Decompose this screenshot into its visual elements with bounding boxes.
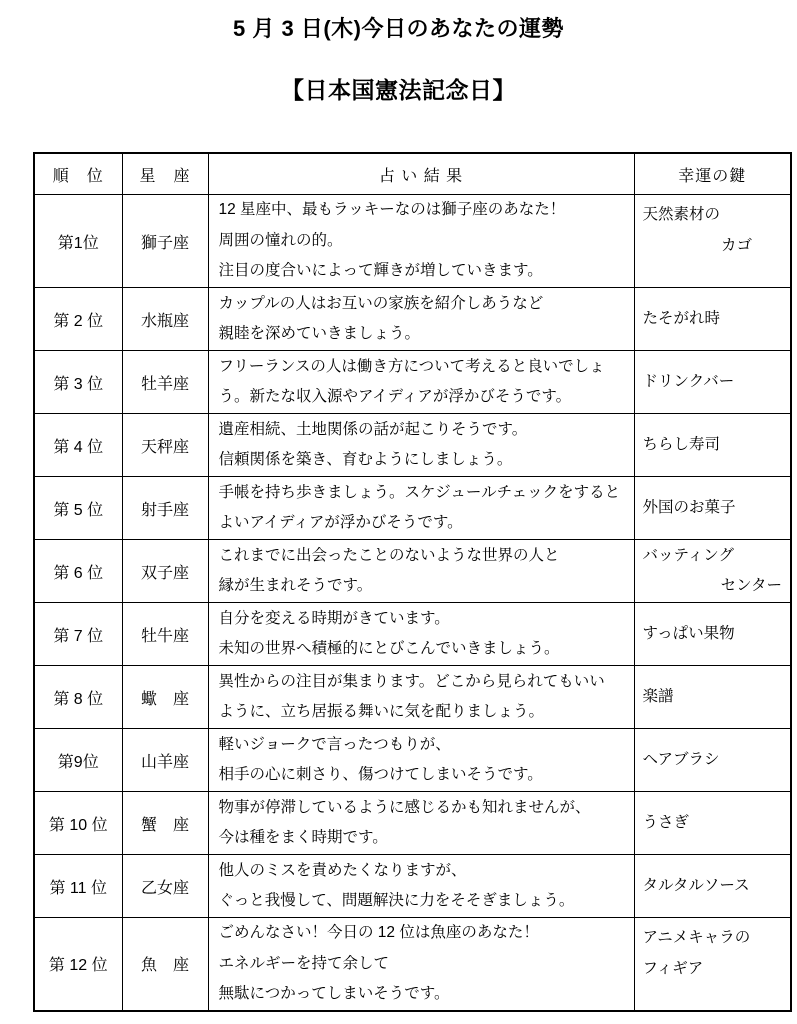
fortune-cell xyxy=(208,351,634,414)
rank-cell: 第 2 位 xyxy=(34,288,122,351)
fortune-line: 軽いジョークで言ったつもりが、 xyxy=(218,735,451,753)
fortune-line: 遺産相続、土地関係の話が起こりそうです。 xyxy=(218,420,528,438)
page-title: 5 月 3 日(木)今日のあなたの運勢 xyxy=(233,16,564,41)
lucky-line: 天然素材の xyxy=(642,206,721,223)
sign-cell: 魚 座 xyxy=(122,918,208,1011)
table-row xyxy=(34,414,791,477)
lucky-cell xyxy=(634,603,791,666)
column-header-rank: 順 位 xyxy=(34,153,122,195)
fortune-line: 信頼関係を築き、育むようにしましょう。 xyxy=(218,451,513,468)
fortune-line: ように、立ち居振る舞いに気を配りましょう。 xyxy=(218,703,545,720)
fortune-line: ごめんなさい！今日の 12 位は魚座のあなた！ xyxy=(218,924,539,941)
fortune-cell xyxy=(208,918,634,1011)
table-row xyxy=(34,540,791,603)
rank-cell: 第 4 位 xyxy=(34,414,122,477)
rank-cell: 第 6 位 xyxy=(34,540,122,603)
fortune-line: 周囲の憧れの的。 xyxy=(218,231,343,249)
fortune-line: フリーランスの人は働き方について考えると良いでしょ xyxy=(218,357,605,375)
lucky-line: うさぎ xyxy=(642,813,690,831)
fortune-line: 相手の心に刺さり、傷つけてしまいそうです。 xyxy=(218,766,543,783)
table-row xyxy=(34,792,791,855)
fortune-line: これまでに出会ったことのないような世界の人と xyxy=(218,546,560,564)
lucky-cell xyxy=(634,351,791,414)
rank-cell: 第9位 xyxy=(34,729,122,792)
lucky-cell xyxy=(634,477,791,540)
fortune-line: ぐっと我慢して、問題解決に力をそそぎましょう。 xyxy=(218,892,575,909)
lucky-cell xyxy=(634,195,791,288)
lucky-line: すっぱい果物 xyxy=(642,624,735,642)
column-header-lucky: 幸運の鍵 xyxy=(634,153,791,195)
lucky-line: ちらし寿司 xyxy=(642,435,721,453)
rank-cell: 第 3 位 xyxy=(34,351,122,414)
column-header-result: 占 い 結 果 xyxy=(208,153,634,195)
fortune-cell xyxy=(208,792,634,855)
rank-cell: 第1位 xyxy=(34,195,122,288)
fortune-line: エネルギーを持て余して xyxy=(218,954,390,972)
sign-cell: 山羊座 xyxy=(122,729,208,792)
sign-cell: 水瓶座 xyxy=(122,288,208,351)
fortune-line: 今は種をまく時期です。 xyxy=(218,829,388,846)
table-row xyxy=(34,666,791,729)
lucky-line: アニメキャラの xyxy=(642,929,751,946)
lucky-line: フィギア xyxy=(642,959,704,977)
header-row xyxy=(34,153,791,195)
rank-cell: 第 10 位 xyxy=(34,792,122,855)
sign-cell: 双子座 xyxy=(122,540,208,603)
fortune-cell xyxy=(208,540,634,603)
document-page xyxy=(0,14,797,1012)
lucky-cell xyxy=(634,414,791,477)
table-row xyxy=(34,351,791,414)
fortune-cell xyxy=(208,855,634,918)
fortune-line: 親睦を深めていきましょう。 xyxy=(218,325,421,342)
fortune-line: 自分を変える時期がきています。 xyxy=(218,609,450,627)
fortune-line: カップルの人はお互いの家族を紹介しあうなど xyxy=(218,294,544,312)
fortune-cell xyxy=(208,414,634,477)
fortune-line: 物事が停滞しているように感じるかも知れませんが、 xyxy=(218,798,591,816)
fortune-cell xyxy=(208,666,634,729)
fortune-table xyxy=(33,152,792,1012)
fortune-line: 12 星座中、最もラッキーなのは獅子座のあなた！ xyxy=(218,201,566,219)
rank-cell: 第 7 位 xyxy=(34,603,122,666)
table-row xyxy=(34,918,791,1011)
lucky-cell xyxy=(634,666,791,729)
lucky-line: センター xyxy=(720,577,782,594)
lucky-cell xyxy=(634,918,791,1011)
sign-cell: 蠍 座 xyxy=(122,666,208,729)
rank-cell: 第 5 位 xyxy=(34,477,122,540)
sign-cell: 獅子座 xyxy=(122,195,208,288)
lucky-line: バッティング xyxy=(642,546,734,564)
sign-cell: 蟹 座 xyxy=(122,792,208,855)
fortune-line: う。新たな収入源やアイディアが浮かびそうです。 xyxy=(218,388,572,405)
lucky-line: ドリンクバー xyxy=(642,372,735,390)
lucky-cell xyxy=(634,792,791,855)
sign-cell: 乙女座 xyxy=(122,855,208,918)
rank-cell: 第 12 位 xyxy=(34,918,122,1011)
sign-cell: 射手座 xyxy=(122,477,208,540)
rank-cell: 第 8 位 xyxy=(34,666,122,729)
table-row xyxy=(34,603,791,666)
fortune-line: 注目の度合いによって輝きが増していきます。 xyxy=(218,262,543,280)
fortune-line: 他人のミスを責めたくなりますが、 xyxy=(218,861,467,879)
column-header-sign: 星 座 xyxy=(122,153,208,195)
lucky-cell xyxy=(634,855,791,918)
table-row xyxy=(34,855,791,918)
fortune-line: 異性からの注目が集まります。どこから見られてもいい xyxy=(218,672,605,690)
sign-cell: 牡羊座 xyxy=(122,351,208,414)
rank-cell: 第 11 位 xyxy=(34,855,122,918)
lucky-cell xyxy=(634,540,791,603)
fortune-cell xyxy=(208,288,634,351)
lucky-line: 楽譜 xyxy=(642,687,674,705)
fortune-line: 手帳を持ち歩きましょう。スケジュールチェックをすると xyxy=(218,483,621,501)
fortune-cell xyxy=(208,729,634,792)
fortune-line: 無駄につかってしまいそうです。 xyxy=(218,985,450,1002)
lucky-line: 外国のお菓子 xyxy=(642,498,736,516)
table-row xyxy=(34,729,791,792)
lucky-cell xyxy=(634,288,791,351)
fortune-line: 縁が生まれそうです。 xyxy=(218,577,373,594)
table-row xyxy=(34,288,791,351)
fortune-line: 未知の世界へ積極的にとびこんでいきましょう。 xyxy=(218,640,560,657)
lucky-line: カゴ xyxy=(720,236,752,254)
table-row xyxy=(34,477,791,540)
sign-cell: 天秤座 xyxy=(122,414,208,477)
fortune-cell xyxy=(208,603,634,666)
page-subtitle: 【日本国憲法記念日】 xyxy=(281,77,516,103)
lucky-line: タルタルソース xyxy=(642,876,750,894)
fortune-line: よいアイディアが浮かびそうです。 xyxy=(218,514,463,531)
lucky-line: たそがれ時 xyxy=(642,309,721,327)
lucky-cell xyxy=(634,729,791,792)
lucky-line: ヘアブラシ xyxy=(642,750,720,768)
fortune-cell xyxy=(208,477,634,540)
fortune-cell xyxy=(208,195,634,288)
sign-cell: 牡牛座 xyxy=(122,603,208,666)
table-row xyxy=(34,195,791,288)
